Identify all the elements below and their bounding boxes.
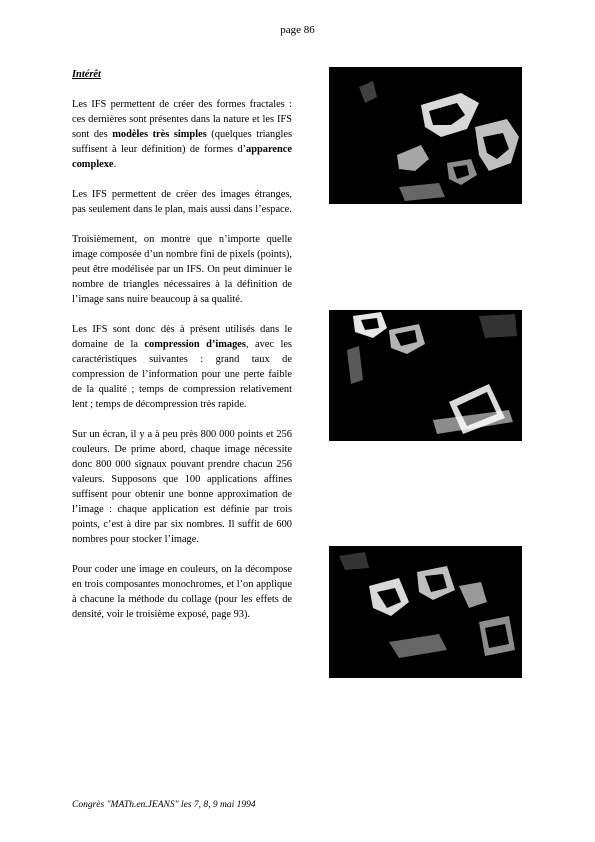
paragraph-4 [72,322,292,412]
main-text-column [72,67,292,637]
paragraph-1-text-d: . [113,159,117,170]
photo-3 [329,546,522,678]
paragraph-6: Pour coder une image en couleurs, on la décompose en trois composantes monochromes, et l’on applique à chacune la méthode du collage (pour les effets de densité, voir le troisième exposé, page 93). [72,564,292,620]
paragraph-1-bold-a: modèles très simples [112,129,207,140]
paragraph-1-text-a: Les IFS permettent de créer des formes fractales : ces dernières sont présentes dans la nature et les IFS sont des [72,99,292,140]
page-number: page 86 [280,24,315,36]
paragraph-1-bold-b: apparence complexe [72,144,292,170]
paragraph-3: Troisièmement, on montre que n’importe quelle image composée d’un nombre fini de pixels (points), peut être modélisée par un IFS. On peut diminuer le nombre de triangles nécessaires à la définition de l’image sans nuire beaucoup à sa qualité. [72,234,292,305]
photo-3-image [329,546,522,678]
paragraph-4-text-c: , avec les caractéristiques suivantes : grand taux de compression de l’information pour une perte faible de la qualité ; temps de compression relativement lent ; temps de décompression très rapide. [72,339,292,410]
paragraph-5: Sur un écran, il y a à peu près 800 000 points et 256 couleurs. De prime abord, chaque image nécessite donc 800 000 signaux pouvant prendre chacun 256 valeurs. Supposons que 100 applications affines suffisent pour obtenir une bonne approximation de l’image : chaque application est définie par trois points, c’est à dire par six nombres. Il suffit de 600 nombres pour stocker l’image. [72,429,292,545]
photo-2-image [329,310,522,441]
photo-2 [329,310,522,441]
paragraph-4-bold: compression d’images [144,339,246,350]
paragraph-4-text-a: Les IFS sont donc dès à présent utilisés dans le domaine de la [72,324,292,350]
paragraph-2: Les IFS permettent de créer des images étranges, pas seulement dans le plan, mais aussi dans l’espace. [72,189,292,215]
paragraph-1 [72,97,292,172]
photo-1 [329,67,522,204]
photo-1-image [329,67,522,204]
section-heading: Intérêt [72,69,101,80]
footer: Congrès "MATh.en.JEANS" les 7, 8, 9 mai 1994 [72,800,256,810]
paragraph-1-text-c: (quelques triangles suffisent à leur définition) de formes d’ [72,129,292,155]
